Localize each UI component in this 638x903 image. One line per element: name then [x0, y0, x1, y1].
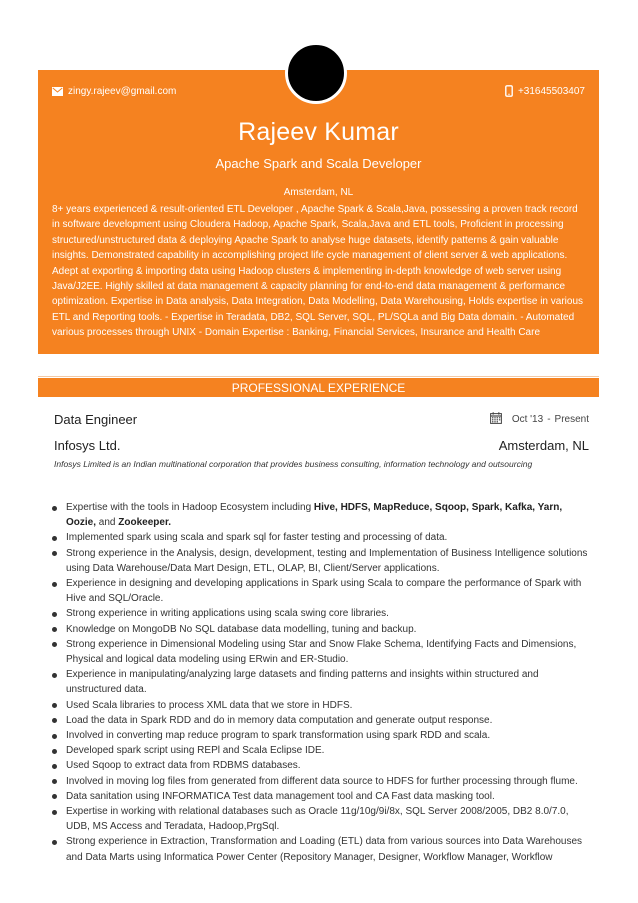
list-item: Strong experience in writing applications using scala swing core libraries. [52, 606, 592, 621]
phone-text[interactable]: +31645503407 [517, 85, 585, 97]
list-item: Developed spark script using REPl and Scala Eclipse IDE. [52, 743, 592, 758]
list-item: Involved in moving log files from generated from different data source to HDFS for further processing through flume. [52, 774, 592, 789]
list-item: Used Scala libraries to process XML data that we store in HDFS. [52, 698, 592, 713]
list-item: Strong experience in Dimensional Modeling using Star and Snow Flake Schema, Identifying Facts and Dimensions, Physical and logical data modeling using ERwin and ER-Studio. [52, 637, 592, 667]
profile-photo [285, 42, 347, 104]
list-item: Load the data in Spark RDD and do in memory data computation and generate output response. [52, 713, 592, 728]
job-responsibilities [52, 500, 592, 865]
company-description: Infosys Limited is an Indian multinational corporation that provides business consulting, information technology and outsourcing [54, 459, 533, 469]
envelope-icon [52, 87, 63, 96]
list-item [52, 500, 592, 530]
email-text[interactable]: zingy.rajeev@gmail.com [68, 85, 177, 97]
bullet-bold-tools: Hive, HDFS, MapReduce, Sqoop, Spark, Kafka, Yarn, Oozie, [66, 502, 563, 529]
date-separator: - [547, 414, 551, 425]
bullet-text: Expertise with the tools in Hadoop Ecosystem including [66, 502, 314, 513]
mobile-phone-icon [505, 85, 513, 97]
job-title: Data Engineer [54, 412, 138, 427]
list-item: Knowledge on MongoDB No SQL database data modelling, tuning and backup. [52, 622, 592, 637]
section-title: PROFESSIONAL EXPERIENCE [231, 381, 406, 395]
list-item: Involved in converting map reduce program to spark transformation using spark RDD and scala. [52, 728, 592, 743]
job-start-date: Oct '13 [511, 414, 544, 425]
phone-contact[interactable] [505, 85, 585, 97]
list-item: Experience in designing and developing applications in Spark using Scala to compare the performance of Spark with Hive and SQL/Oracle. [52, 576, 592, 606]
list-item: Experience in manipulating/analyzing large datasets and finding patterns and insights within structured and unstructured data. [52, 667, 592, 697]
list-item: Strong experience in Extraction, Transformation and Loading (ETL) data from various sources into Data Warehouses and Data Marts using Informatica Power Center (Repository Manager, Designer, Workflow Manager, Workflow [52, 834, 592, 864]
list-item: Strong experience in the Analysis, design, development, testing and Implementation of Business Intelligence solutions using Data Warehouse/Data Mart Design, ETL, OLAP, BI, Client/Server applications. [52, 546, 592, 576]
candidate-name: Rajeev Kumar [238, 118, 399, 146]
resume-header [38, 70, 599, 354]
bullet-bold-tool: Zookeeper. [118, 517, 172, 529]
email-contact[interactable] [52, 86, 176, 97]
job-dates [490, 412, 589, 427]
job-entry [54, 412, 589, 469]
company-location: Amsterdam, NL [498, 438, 589, 453]
candidate-location: Amsterdam, NL [283, 187, 354, 198]
list-item: Data sanitation using INFORMATICA Test data management tool and CA Fast data masking tool. [52, 789, 592, 804]
profile-summary: 8+ years experienced & result-oriented ETL Developer , Apache Spark & Scala,Java, possessing a proven track record in software development using Cloudera Hadoop, Apache Spark, Scala,Java and ETL tools, Proficient in processing structured/unstructured data & deploying Apache Spark to analyse huge datasets, identify patterns & gain valuable insights. Demonstrated capability in accomplishing project life cycle management of client server & web applications. Adept at exporting & importing data using Hadoop clusters & implementing in-depth knowledge of web server using Java/J2EE. Highly skilled at data management & capacity planning for end-to-end data management & performance optimization. Expertise in Data analysis, Data Integration, Data Modelling, Data Warehousing, Holds expertise in various ETL and Reporting tools. - Expertise in Teradata, DB2, SQL Server, SQL, PL/SQLa and Big Data domain. - Automated various processes through UNIX - Domain Expertise : Banking, Financial Services, Insurance and Health Care [52, 204, 584, 339]
candidate-role: Apache Spark and Scala Developer [215, 156, 422, 171]
list-item: Expertise in working with relational databases such as Oracle 11g/10g/9i/8x, SQL Server 2008/2005, DB2 8.0/7.0, UDB, MS Access and Teradata, Hadoop,PrgSql. [52, 804, 592, 834]
section-heading-experience [38, 378, 599, 397]
calendar-icon [490, 412, 508, 427]
bullet-text: and [96, 517, 119, 529]
list-item: Used Sqoop to extract data from RDBMS databases. [52, 758, 592, 773]
company-name: Infosys Ltd. [54, 438, 121, 453]
list-item: Implemented spark using scala and spark sql for faster testing and processing of data. [52, 530, 592, 545]
section-divider [38, 376, 599, 377]
company-row [54, 438, 589, 453]
job-title-row [54, 412, 589, 427]
job-end-date: Present [554, 414, 589, 425]
